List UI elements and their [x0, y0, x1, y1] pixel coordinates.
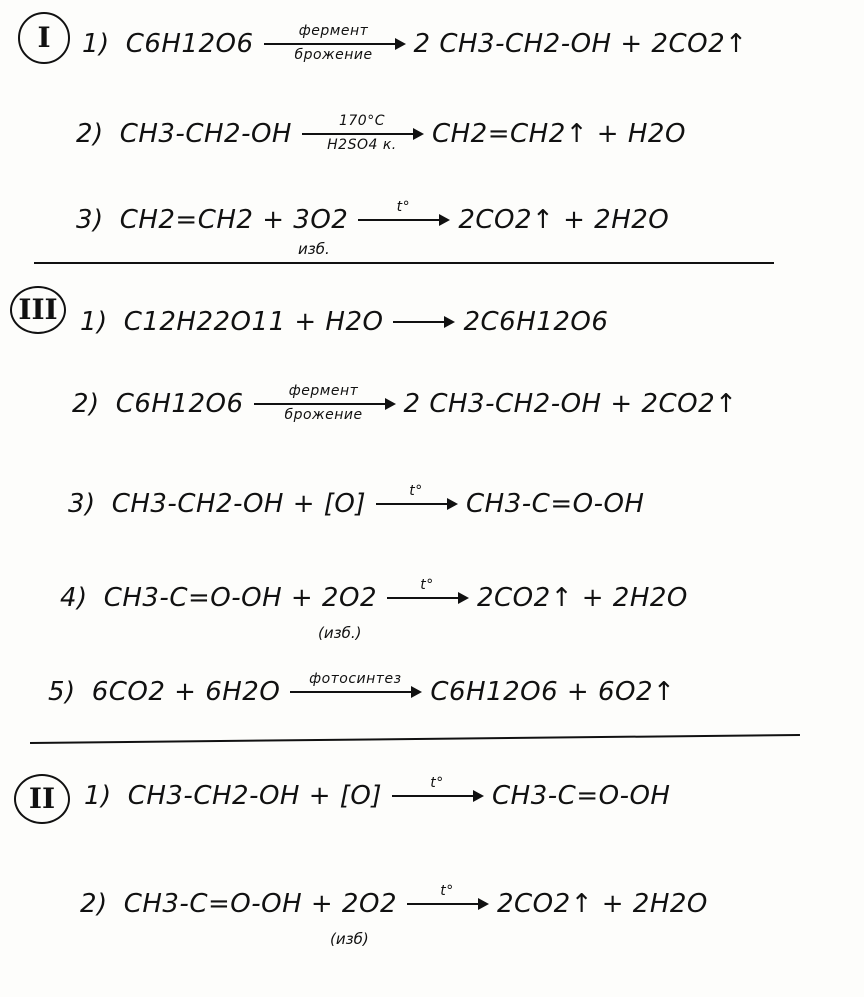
products: 2CO2↑ + 2H2O — [476, 583, 688, 613]
section-marker-label: II — [28, 782, 56, 815]
reaction-number: 4) — [60, 583, 88, 613]
arrow-condition-below: брожение — [284, 407, 363, 423]
reactants: C6H12O6 — [125, 29, 254, 59]
products: 2CO2↑ + 2H2O — [496, 889, 708, 919]
section-divider-1 — [34, 262, 774, 264]
reactants: CH3-CH2-OH + [O] — [111, 489, 367, 519]
reaction-number: 1) — [80, 307, 108, 337]
arrow-line — [407, 903, 487, 905]
arrow-condition-above: фермент — [298, 23, 369, 39]
arrow-line — [393, 321, 453, 323]
reaction-number: 5) — [48, 677, 76, 707]
arrow-line — [264, 43, 404, 45]
products: C6H12O6 + 6O2↑ — [430, 677, 676, 707]
reaction-number: 2) — [76, 119, 104, 149]
reaction-arrow — [358, 190, 448, 250]
arrow-condition-above: t° — [430, 775, 444, 791]
products: CH3-C=O-OH — [492, 781, 671, 811]
excess-note: изб. — [298, 240, 330, 258]
arrow-condition-above: фермент — [288, 383, 359, 399]
excess-note: (изб) — [330, 930, 369, 948]
reaction-3-1 — [80, 292, 608, 352]
reaction-number: 2) — [80, 889, 108, 919]
section-marker-3 — [10, 286, 66, 334]
products: CH3-C=O-OH — [466, 489, 645, 519]
reaction-number: 1) — [82, 29, 110, 59]
reaction-arrow — [376, 474, 456, 534]
reactants: CH3-CH2-OH + [O] — [127, 781, 383, 811]
reaction-3-2 — [72, 374, 737, 434]
arrow-condition-above: t° — [409, 483, 423, 499]
reaction-arrow — [392, 766, 482, 826]
arrow-condition-above: t° — [440, 883, 454, 899]
arrow-condition-above: фотосинтез — [309, 671, 402, 687]
reactants: CH3-CH2-OH — [119, 119, 292, 149]
reaction-arrow — [264, 14, 404, 74]
reaction-arrow — [393, 292, 453, 352]
reaction-3-4 — [60, 568, 688, 628]
products: 2CO2↑ + 2H2O — [458, 205, 670, 235]
arrow-line — [290, 691, 420, 693]
products: 2C6H12O6 — [463, 307, 609, 337]
reactants: CH2=CH2 + 3O2 — [119, 205, 349, 235]
reactants: C12H22O11 + H2O — [123, 307, 384, 337]
reaction-arrow — [407, 874, 487, 934]
reaction-number: 3) — [76, 205, 104, 235]
reaction-number: 2) — [72, 389, 100, 419]
reaction-3-3 — [68, 474, 644, 534]
reactants: 6CO2 + 6H2O — [91, 677, 281, 707]
reaction-2-2 — [80, 874, 708, 934]
products: 2 CH3-CH2-OH + 2CO2↑ — [403, 389, 738, 419]
reactants: CH3-C=O-OH + 2O2 — [123, 889, 397, 919]
arrow-line — [376, 503, 456, 505]
reaction-arrow — [254, 374, 394, 434]
arrow-condition-above: 170°C — [338, 113, 385, 129]
reactants: C6H12O6 — [115, 389, 244, 419]
reaction-number: 3) — [68, 489, 96, 519]
section-divider-2 — [30, 734, 800, 744]
arrow-condition-above: t° — [420, 577, 434, 593]
arrow-line — [254, 403, 394, 405]
arrow-line — [302, 133, 422, 135]
reaction-arrow — [302, 104, 422, 164]
excess-note: (изб.) — [318, 624, 362, 642]
reactants: CH3-C=O-OH + 2O2 — [103, 583, 377, 613]
arrow-line — [358, 219, 448, 221]
section-marker-label: III — [18, 293, 58, 326]
reaction-1-2 — [76, 104, 686, 164]
arrow-condition-below: брожение — [294, 47, 373, 63]
arrow-condition-above: t° — [396, 199, 411, 215]
reaction-1-1 — [82, 14, 747, 74]
reaction-number: 1) — [84, 781, 112, 811]
reaction-1-3 — [76, 190, 669, 250]
reaction-3-5 — [48, 662, 675, 722]
products: 2 CH3-CH2-OH + 2CO2↑ — [413, 29, 748, 59]
arrow-condition-below: H2SO4 к. — [327, 137, 397, 153]
section-marker-2 — [14, 774, 70, 824]
reaction-arrow — [387, 568, 467, 628]
reaction-2-1 — [84, 766, 670, 826]
reaction-arrow — [290, 662, 420, 722]
arrow-line — [387, 597, 467, 599]
section-marker-label: I — [37, 21, 51, 54]
products: CH2=CH2↑ + H2O — [431, 119, 686, 149]
section-marker-1 — [18, 12, 70, 64]
arrow-line — [392, 795, 482, 797]
